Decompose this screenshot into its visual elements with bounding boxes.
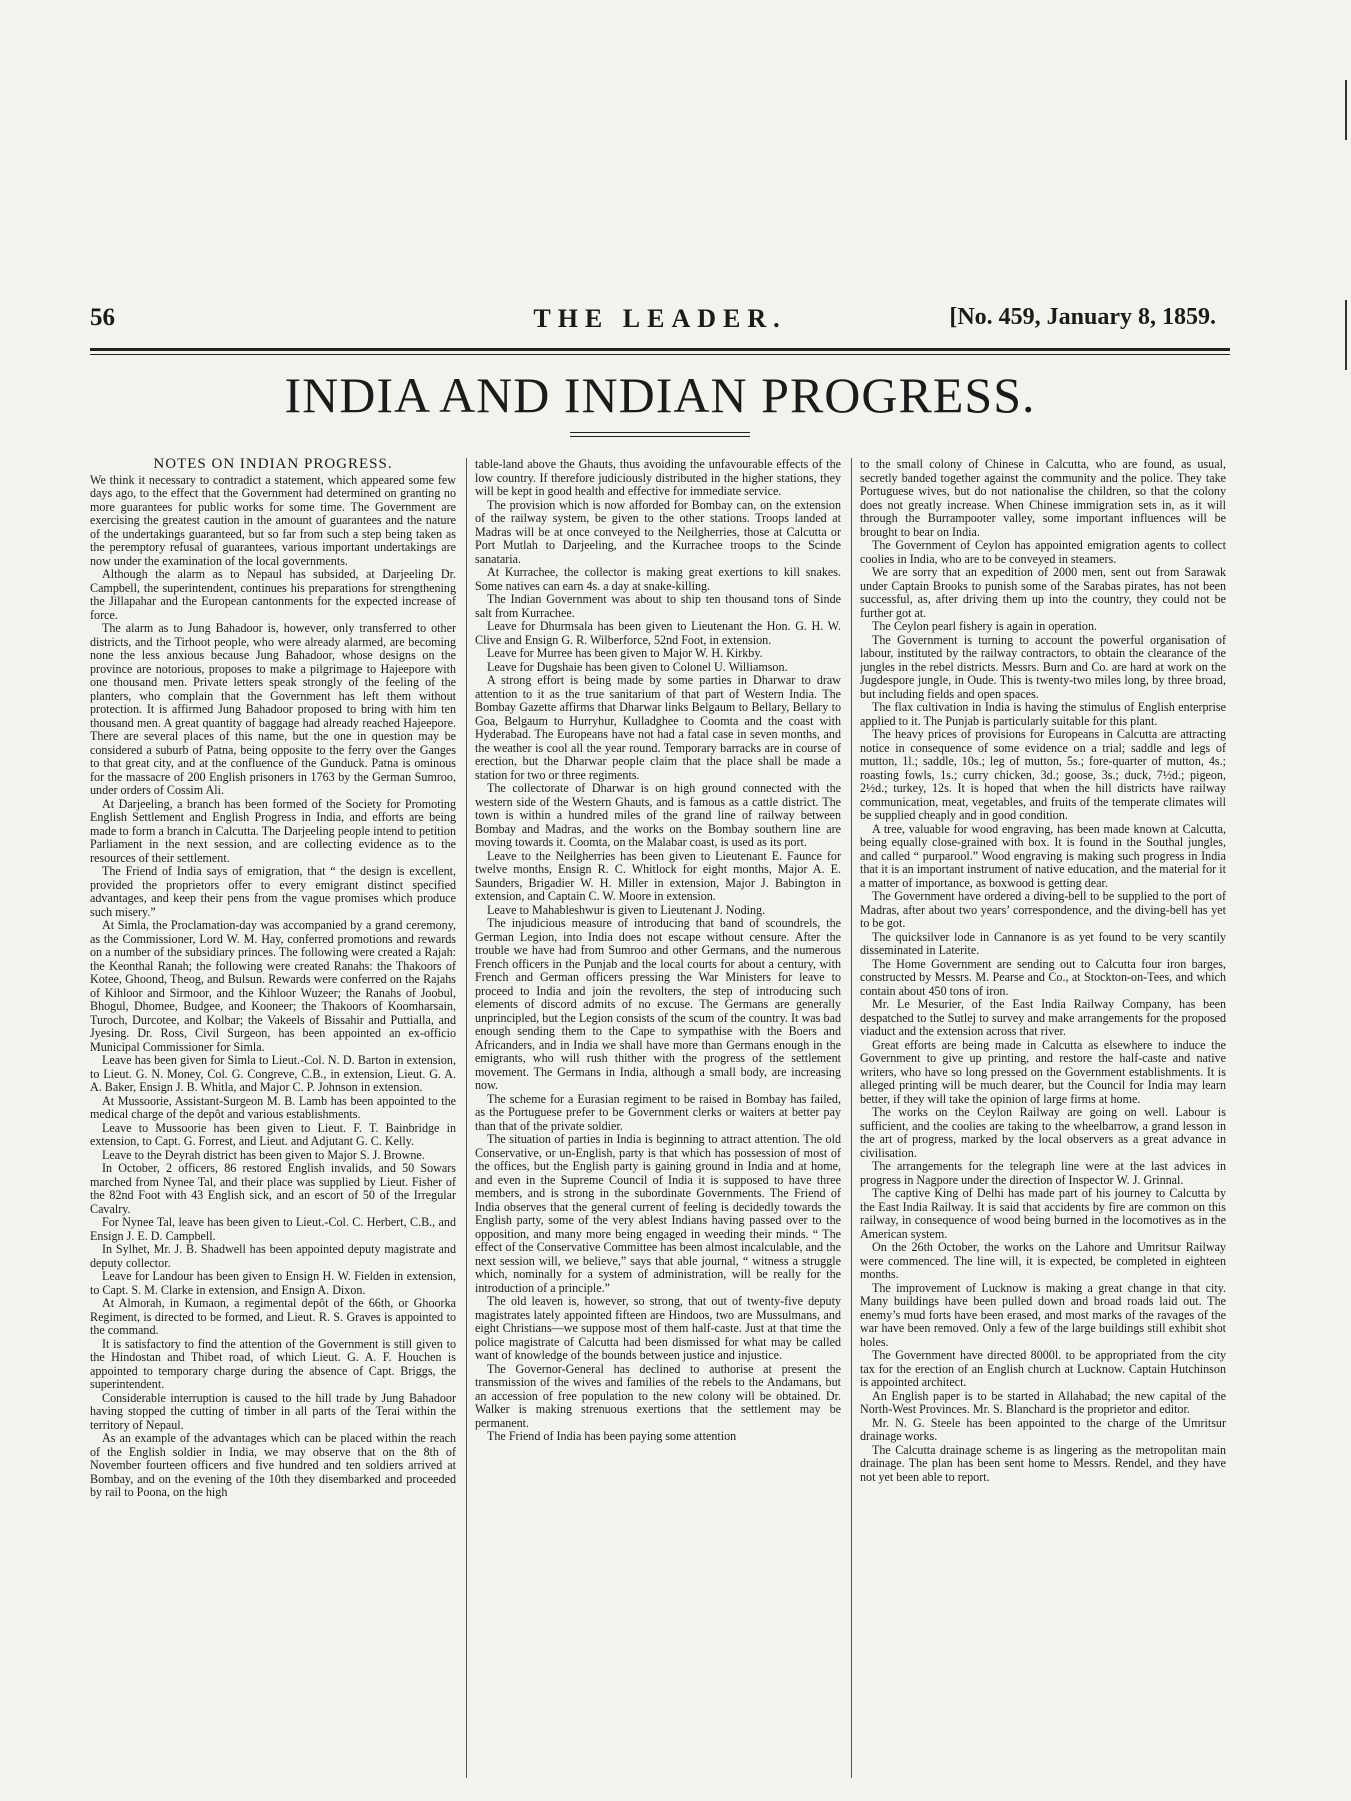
paragraph: The alarm as to Jung Bahadoor is, however, only transferred to other districts, and the Tirhoot people, who were already alarmed, are becoming none the less anxious because Jung Bahadoor, whose designs on the province are notorious, proposes to make a pilgrimage to Hajeepore with one thousand men. Private letters speak strongly of the feeling of the planters, who complain that the Government has left them without protection. It is affirmed Jung Bahadoor proposed to bring with him ten thousand men. A great quantity of baggage had already reached Hajeepore. There are several places of this name, but the one in question may be considered a suburb of Patna, being opposite to the ferry over the Ganges to that great city, and at the confluence of the Gunduck. Patna is ominous for the massacre of 200 English prisoners in 1763 by the German Sumroo, under orders of Cossim Ali.: [90, 621, 456, 797]
paragraph: A strong effort is being made by some parties in Dharwar to draw attention to it as the true sanitarium of that part of Western India. The Bombay Gazette affirms that Dharwar links Belgaum to Bellary, Bellary to Goa, Belgaum to Hurryhur, Kulladghee to Coomta and the coast with Hyderabad. The Europeans have not had a fatal case in seven months, and the weather is cool all the year round. Temporary barracks are in course of erection, but the Dharwar people claim that the place shall be made a station for two or three regiments.: [475, 673, 841, 782]
paragraph: The Government of Ceylon has appointed emigration agents to collect coolies in India, who are to be conveyed in steamers.: [860, 538, 1226, 566]
paragraph: Considerable interruption is caused to the hill trade by Jung Bahadoor having stopped the cutting of timber in all parts of the Terai within the territory of Nepaul.: [90, 1390, 456, 1432]
header-rule-thick: [90, 348, 1230, 351]
paragraph: A tree, valuable for wood engraving, has been made known at Calcutta, being equally close-grained with box. It is found in the Southal jungles, and called “ purparool.” Wood engraving is making such progress in India that it is an important instrument of native education, and the material for it a matter of importance, as boxwood is getting dear.: [860, 821, 1226, 890]
paragraph: On the 26th October, the works on the Lahore and Umritsur Railway were commenced. The line will, it is expected, be completed in eighteen months.: [860, 1240, 1226, 1281]
paragraph: Leave for Murree has been given to Major W. H. Kirkby.: [487, 646, 763, 660]
paragraph: Although the alarm as to Nepaul has subsided, at Darjeeling Dr. Campbell, the superintendent, continues his preparations for strengthening the Jillapahar and the European cantonments for the expected increase of force.: [90, 567, 456, 622]
column-divider: [851, 458, 852, 1778]
paragraph: The provision which is now afforded for Bombay can, on the extension of the railway system, be given to the other stations. Troops landed at Madras will be at once conveyed to the Neilgherries, those at Calcutta or Port Mutlah to Darjeeling, and the Kurrachee troops to the Scinde sanataria.: [475, 497, 841, 566]
paragraph: Leave has been given for Simla to Lieut.-Col. N. D. Barton in extension, to Lieut. G. N. Money, Col. G. Congreve, C.B., in extension, Lieut. G. A. A. Baker, Ensign J. B. Whitla, and Major C. P. Johnson in extension.: [90, 1053, 456, 1094]
article-heading: NOTES ON INDIAN PROGRESS.: [153, 458, 393, 472]
binding-edge-marks: [1341, 70, 1347, 1570]
paragraph: Leave for Dugshaie has been given to Colonel U. Williamson.: [487, 659, 788, 674]
section-title: INDIA AND INDIAN PROGRESS.: [284, 367, 1036, 423]
paragraph: The Government have directed 8000l. to be appropriated from the city tax for the erection of an English church at Lucknow. Captain Hutchinson is appointed architect.: [860, 1348, 1226, 1389]
page-header: [90, 300, 1230, 340]
paragraph: The scheme for a Eurasian regiment to be raised in Bombay has failed, as the Portuguese prefer to be Government clerks or waiters at better pay than that of the private soldier.: [475, 1091, 841, 1133]
paragraph: The injudicious measure of introducing that band of scoundrels, the German Legion, into India does not escape without censure. After the trouble we have had from Sumroo and other Germans, and the numerous French officers in the Punjab and the local courts for about a century, with French and German officers pressing the War Ministers for leave to proceed to India and join the revolters, the step of introducing such elements of discord admits of no excuse. The Germans are generally unprincipled, but the Legion consists of the scum of the country. It was bad enough sending them to the Cape to sympathise with the Boers and Africanders, and in India we shall have more than Germans enough in the emigrants, who will rush thither with the progress of the settlement movement. The Germans in India, although a small body, are increasing now.: [475, 916, 841, 1092]
paragraph: Leave to Mussoorie has been given to Lieut. F. T. Bainbridge in extension, to Capt. G. Forrest, and Lieut. and Adjutant G. C. Kelly.: [90, 1120, 456, 1148]
paragraph: Leave to Mahableshwur is given to Lieutenant J. Noding.: [487, 902, 766, 917]
paragraph: The quicksilver lode in Cannanore is as yet found to be very scantily disseminated in Laterite.: [860, 929, 1226, 957]
paragraph: At Mussoorie, Assistant-Surgeon M. B. Lamb has been appointed to the medical charge of the depôt and various establishments.: [90, 1093, 456, 1121]
newspaper-page: [90, 0, 1230, 1801]
paragraph: We are sorry that an expedition of 2000 men, sent out from Sarawak under Captain Brooks to punish some of the Sarabas pirates, has not been successful, as, after driving them up into the country, they could not be further got at.: [860, 565, 1226, 620]
column-1-body: [90, 474, 456, 1500]
paragraph: At Almorah, in Kumaon, a regimental depôt of the 66th, or Ghoorka Regiment, is directed to be formed, and Lieut. R. S. Graves is appointed to the command.: [90, 1296, 456, 1337]
paragraph: The Home Government are sending out to Calcutta four iron barges, constructed by Messrs. M. Pearse and Co., at Stockton-on-Tees, and which contain about 450 tons of iron.: [860, 956, 1226, 998]
page-number: 56: [90, 304, 115, 331]
paragraph: At Kurrachee, the collector is making great exertions to kill snakes. Some natives can earn 4s. a day at snake-killing.: [475, 565, 841, 593]
paragraph: The captive King of Delhi has made part of his journey to Calcutta by the East India Railway. It is said that accidents by fire are common on this railway, in consequence of wood being burned in the locomotives as in the American system.: [860, 1186, 1226, 1241]
paragraph: An English paper is to be started in Allahabad; the new capital of the North-West Provinces. Mr. S. Blanchard is the proprietor and editor.: [860, 1388, 1226, 1416]
paragraph: The collectorate of Dharwar is on high ground connected with the western side of the Western Ghauts, and is famous as a cattle district. The town is within a hundred miles of the grand line of railway between Bombay and Madras, and the works on the Bombay southern line are moving towards it. Coomta, on the Malabar coast, is used as its port.: [475, 781, 841, 849]
paragraph: The flax cultivation in India is having the stimulus of English enterprise applied to it. The Punjab is particularly suitable for this plant.: [860, 700, 1226, 728]
edge-mark: [1345, 300, 1347, 340]
paragraph: As an example of the advantages which can be placed within the reach of the English soldier in India, we may observe that on the 8th of November fourteen officers and five hundred and ten soldiers arrived at Bombay, and on the evening of the 10th they disembarked and proceeded by rail to Poona, on the high: [90, 1431, 456, 1499]
paragraph: to the small colony of Chinese in Calcutta, who are found, as usual, secretly banded together against the community and the police. They take Portuguese wives, but do not nationalise the children, so that the colony does not greatly increase. When Chinese immigration sets in, as it will through the Burrampooter valley, some important influences will be brought to bear on India.: [860, 458, 1226, 539]
header-rule-thin: [90, 354, 1230, 355]
paragraph: The heavy prices of provisions for Europeans in Calcutta are attracting notice in consequence of some evidence on a trial; saddle and legs of mutton, 1l.; saddle, 10s.; leg of mutton, 5s.; fore-quarter of mutton, 4s.; roasting fowls, 1s.; curry chicken, 3d.; goose, 3s.; duck, 7½d.; pigeon, 2½d.; turkey, 12s. It is hoped that when the hill districts have railway communication, meat, vegetables, and fruits of the temperate climates will be supplied cheaply and in good condition.: [860, 727, 1226, 822]
paragraph: The Indian Government was about to ship ten thousand tons of Sinde salt from Kurrachee.: [475, 592, 841, 620]
issue-info: [No. 459, January 8, 1859.: [949, 304, 1216, 330]
paragraph: Leave to the Deyrah district has been given to Major S. J. Browne.: [102, 1147, 425, 1162]
paragraph: Mr. N. G. Steele has been appointed to the charge of the Umritsur drainage works.: [860, 1415, 1226, 1443]
paragraph: The arrangements for the telegraph line were at the last advices in progress in Nagpore under the direction of Inspector W. J. Grinnal.: [860, 1159, 1226, 1187]
column-3-body: [860, 458, 1226, 1484]
paragraph: It is satisfactory to find the attention of the Government is still given to the Hindostan and Thibet road, of which Lieut. G. A. F. Houchen is appointed to temporary charge during the absence of Capt. Briggs, the superintendent.: [90, 1336, 456, 1391]
paragraph: The Friend of India says of emigration, that “ the design is excellent, provided the proprietors offer to every emigrant distinct specified advantages, and keep their pens from the vague promises which produce such misery.”: [90, 864, 456, 919]
paragraph: In Sylhet, Mr. J. B. Shadwell has been appointed deputy magistrate and deputy collector.: [90, 1242, 456, 1270]
paragraph: Leave to the Neilgherries has been given to Lieutenant E. Faunce for twelve months, Ensign R. C. Whitlock for eight months, Major A. E. Saunders, Brigadier W. H. Miller in extension, Major J. Babington in extension, and Captain C. W. Moore in extension.: [475, 848, 841, 903]
paragraph: Mr. Le Mesurier, of the East India Railway Company, has been despatched to the Sutlej to survey and make arrangements for the proposed viaduct and the extension across that river.: [860, 997, 1226, 1038]
paragraph: Leave for Dhurmsala has been given to Lieutenant the Hon. G. H. W. Clive and Ensign G. R. Wilberforce, 52nd Foot, in extension.: [475, 619, 841, 647]
paragraph: The Governor-General has declined to authorise at present the transmission of the wives and families of the rebels to the Andamans, but an accession of free population to the new colony will be obtained. Dr. Walker is making strenuous exertions that the settlement may be permanent.: [475, 1361, 841, 1430]
paragraph: We think it necessary to contradict a statement, which appeared some few days ago, to the effect that the Government had determined on granting no more guarantees for public works for some time. The Government are exercising the greatest caution in the amount of guarantees and the nature of the undertakings guaranteed, but so far from such a step being taken as the peremptory refusal of guarantees, various important undertakings are now under the examination of the local governments.: [90, 472, 456, 568]
running-title: THE LEADER.: [533, 304, 787, 333]
edge-mark: [1345, 340, 1347, 370]
paragraph: At Simla, the Proclamation-day was accompanied by a grand ceremony, as the Commissioner, Lord W. M. Hay, conferred promotions and rewards on a number of the subsidiary princes. The following were created a Rajah: the Keonthal Ranah; the following were created Ranahs: the Thakoors of Kotee, Ghoond, Theog, and Bulsun. Rewards were conferred on the Rajahs of Kihloor and Sirmoor, and the Kihloor Wuzeer; the Ranahs of Joobul, Bhogul, Dhomee, Budgee, and Kooneer; the Thakoors of Koomharsain, Turoch, Durcotee, and Kolbar; the Vakeels of Bissahir and Puttialla, and Jyesing. Dr. Ross, Civil Surgeon, has been appointed an ex-officio Municipal Commissioner for Simla.: [90, 918, 456, 1054]
paragraph: In October, 2 officers, 86 restored English invalids, and 50 Sowars marched from Nynee Tal, and their place was supplied by Lieut. Fisher of the 82nd Foot with 43 English sick, and an escort of 50 of the Irregular Cavalry.: [90, 1161, 456, 1216]
paragraph: The Government is turning to account the powerful organisation of labour, instituted by the railway contractors, to obtain the clearance of the jungles in the rebel districts. Messrs. Burn and Co. are hard at work on the Jugdespore jungle, in Oude. This is twenty-two miles long, by three broad, but including fields and open spaces.: [860, 632, 1226, 701]
paragraph: The Friend of India has been paying some attention: [487, 1429, 737, 1443]
paragraph: The Ceylon pearl fishery is again in operation.: [872, 619, 1098, 633]
column-2-body: [475, 458, 841, 1444]
paragraph: table-land above the Ghauts, thus avoiding the unfavourable effects of the low country. If therefore judiciously distributed in the higher stations, they will be kept in good health and effective for immediate service.: [475, 458, 841, 498]
paragraph: For Nynee Tal, leave has been given to Lieut.-Col. C. Herbert, C.B., and Ensign J. E. D. Campbell.: [90, 1215, 456, 1243]
paragraph: At Darjeeling, a branch has been formed of the Society for Promoting English Settlement and English Progress in India, and efforts are being made to form a branch in Calcutta. The Darjeeling people intend to petition Parliament in the next session, and are collecting evidence as to the resources of their settlement.: [90, 796, 456, 865]
paragraph: Great efforts are being made in Calcutta as elsewhere to induce the Government to give up printing, and restore the half-caste and native writers, who have so long pressed on the Government establishments. It is alleged printing will be much dearer, but the Council for India may learn better, if they will take the opinion of large firms at home.: [860, 1037, 1226, 1106]
column-1: [90, 458, 456, 1784]
paragraph: The improvement of Lucknow is making a great change in that city. Many buildings have been pulled down and broad roads laid out. The enemy’s mud forts have been erased, and most marks of the ravages of the war have been removed. Only a few of the large buildings still exhibit shot holes.: [860, 1280, 1226, 1349]
edge-mark: [1345, 80, 1347, 140]
paragraph: The situation of parties in India is beginning to attract attention. The old Conservative, or un-English, party is that which has possession of most of the offices, but the English party is gaining ground in India and at home, and even in the Supreme Council of India it is supposed to have three members, and is strong in the subordinate Governments. The Friend of India observes that the general current of feeling is decidedly towards the English party, some of the very ablest Indians having passed over to the opposition, and many more being engaged in weeding their minds. “ The effect of the Conservative Committee has been almost incalculable, and the next session will, we believe,” says that able journal, “ witness a struggle which, nominally for a system of administration, will be really for the introduction of a principle.”: [475, 1132, 841, 1295]
title-rule: [570, 432, 750, 433]
paragraph: Leave for Landour has been given to Ensign H. W. Fielden in extension, to Capt. S. M. Clarke in extension, and Ensign A. Dixon.: [90, 1269, 456, 1297]
paragraph: The works on the Ceylon Railway are going on well. Labour is sufficient, and the coolies are taking to the wheelbarrow, a grand lesson in the art of progress, marked by the local observers as a great advance in civilisation.: [860, 1105, 1226, 1160]
paragraph: The Calcutta drainage scheme is as lingering as the metropolitan main drainage. The plan has been sent home to Messrs. Rendel, and they have not yet been able to report.: [860, 1442, 1226, 1484]
title-rule-second: [570, 436, 750, 437]
column-divider: [466, 458, 467, 1778]
paragraph: The old leaven is, however, so strong, that out of twenty-five deputy magistrates lately appointed fifteen are Hindoos, two are Mussulmans, and eight Christians—we suppose most of them half-caste. Just at that time the police magistrate of Calcutta had been dismissed for what may be called want of knowledge of the bounds between justice and injustice.: [475, 1294, 841, 1362]
column-3: [860, 458, 1226, 1784]
paragraph: The Government have ordered a diving-bell to be supplied to the port of Madras, after about two years’ correspondence, and the diving-bell has yet to be got.: [860, 889, 1226, 930]
column-2: [475, 458, 841, 1784]
